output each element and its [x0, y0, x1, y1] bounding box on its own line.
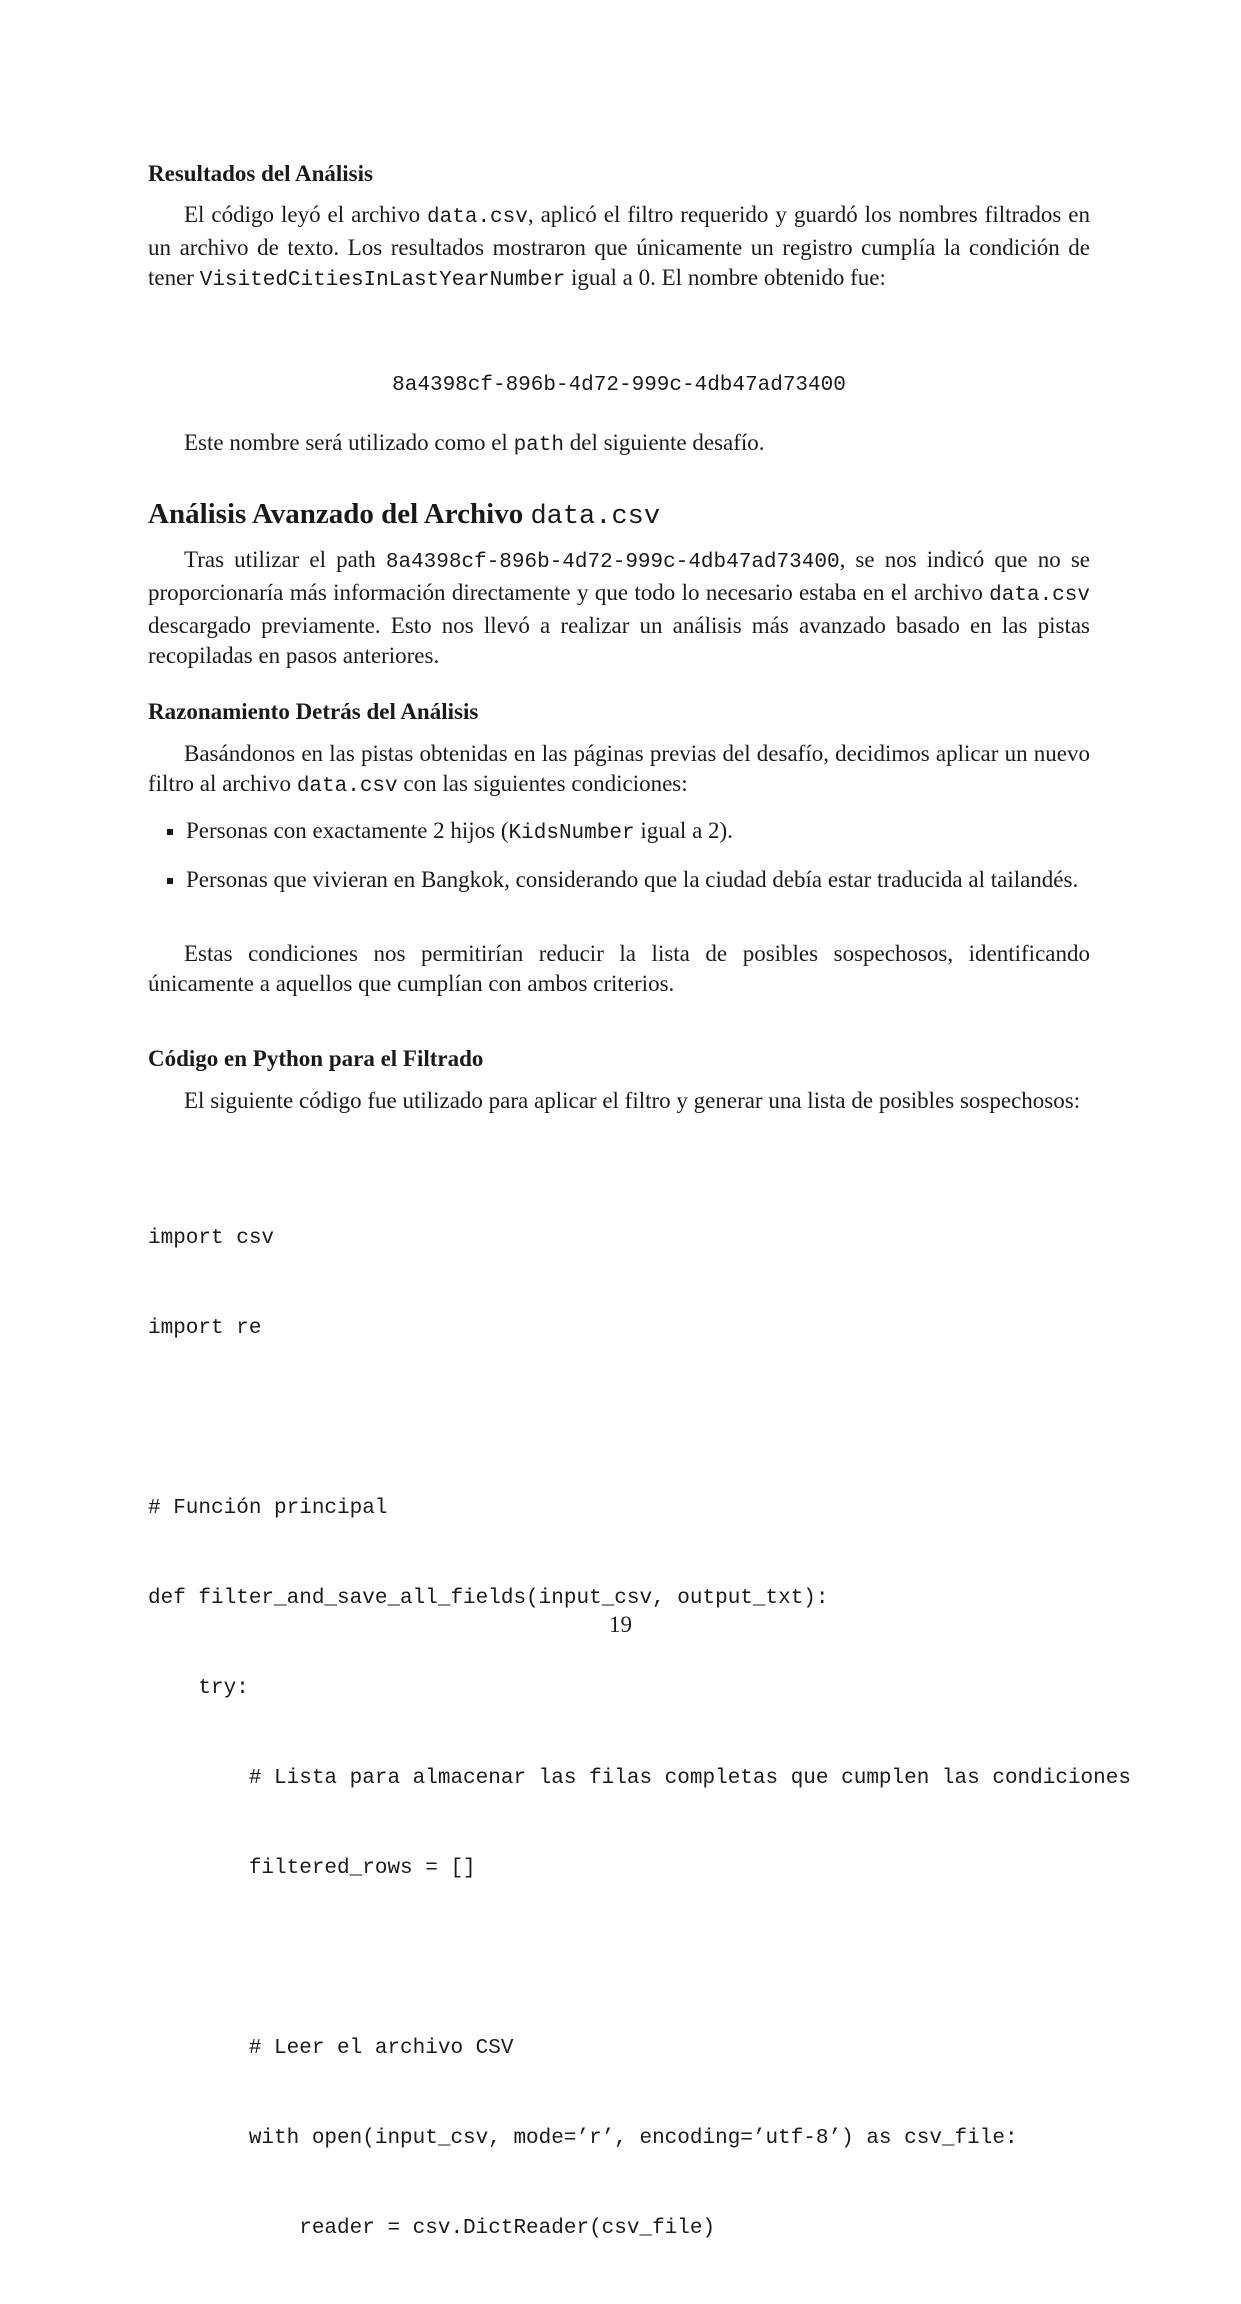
code-line: [148, 1944, 1131, 1974]
section-heading-codigo: Código en Python para el Filtrado: [148, 1046, 484, 1071]
inline-code: VisitedCitiesInLastYearNumber: [199, 269, 566, 292]
section-heading-avanzado: [148, 496, 1090, 535]
text: igual a 0. El nombre obtenido fue:: [565, 265, 886, 290]
inline-code: data.csv: [427, 206, 528, 229]
code-line: reader = csv.DictReader(csv_file): [148, 2217, 716, 2240]
paragraph-razonamiento: [148, 739, 1090, 802]
text: Personas con exactamente 2 hijos (: [186, 818, 509, 843]
code-line: # Función principal: [148, 1497, 388, 1520]
code-line: import csv: [148, 1227, 275, 1250]
text: igual a 2).: [634, 818, 733, 843]
paragraph-avanzado: [148, 545, 1090, 671]
bullet-icon: [167, 878, 173, 884]
heading-text: Análisis Avanzado del Archivo: [148, 498, 531, 530]
text: , se nos indicó que no se proporcionaría más información directamente y que todo lo necesario estaba en el archivo: [148, 547, 1090, 605]
text: con las siguientes condiciones:: [397, 771, 688, 796]
paragraph-resultados: [148, 200, 1090, 296]
inline-code: data.csv: [296, 775, 398, 798]
code-line: # Lista para almacenar las filas completas que cumplen las condiciones: [148, 1767, 1131, 1790]
code-line: with open(input_csv, mode=’r’, encoding=’utf-8’) as csv_file:: [148, 2127, 1018, 2150]
code-line: [148, 1404, 1131, 1434]
code-line: import re: [148, 1317, 262, 1340]
inline-code: path: [513, 434, 564, 457]
code-line: def filter_and_save_all_fields(input_csv, output_txt):: [148, 1587, 829, 1610]
section-heading-razonamiento: Razonamiento Detrás del Análisis: [148, 699, 479, 724]
list-item-text: [186, 816, 1090, 849]
code-line: # Leer el archivo CSV: [148, 2037, 514, 2060]
text: del siguiente desafío.: [563, 430, 765, 455]
paragraph-codigo-intro: El siguiente código fue utilizado para aplicar el filtro y generar una lista de posibles sospechosos:: [184, 1088, 1081, 1113]
paragraph-path-note: [148, 428, 1090, 461]
text: Basándonos en las pistas obtenidas en las páginas previas del desafío, decidimos aplicar un nuevo filtro al archivo: [148, 741, 1090, 796]
bullet-icon: [167, 829, 173, 835]
inline-code: KidsNumber: [508, 822, 635, 845]
paragraph-conditions-summary: Estas condiciones nos permitirían reducir la lista de posibles sospechosos, identificando únicamente a aquellos que cumplían con ambos criterios.: [148, 941, 1090, 996]
list-item: [186, 816, 1090, 849]
conditions-list: [148, 816, 1090, 916]
list-item-text: Personas que vivieran en Bangkok, considerando que la ciudad debía estar traducida al tailandés.: [186, 867, 1079, 892]
text: Tras utilizar el path: [184, 547, 386, 572]
page-number: 19: [609, 1612, 632, 1637]
code-line: try:: [148, 1677, 249, 1700]
text: Este nombre será utilizado como el: [184, 430, 514, 455]
heading-code: data.csv: [530, 502, 661, 532]
text: , aplicó el filtro requerido y guardó los nombres filtrados en un archivo de texto. Los resultados mostraron que únicamente un registro cumplía la condición de tener: [148, 202, 1090, 290]
code-block: [148, 1164, 1131, 2304]
code-line: filtered_rows = []: [148, 1857, 476, 1880]
text: descargado previamente. Esto nos llevó a realizar un análisis más avanzado basado en las pistas recopiladas en pasos anteriores.: [148, 613, 1090, 668]
text: El código leyó el archivo: [184, 202, 428, 227]
inline-code: data.csv: [989, 584, 1090, 607]
result-name-display: 8a4398cf-896b-4d72-999c-4db47ad73400: [392, 374, 846, 397]
inline-code: 8a4398cf-896b-4d72-999c-4db47ad73400: [385, 551, 840, 574]
section-heading-resultados: Resultados del Análisis: [148, 161, 373, 186]
list-item: [186, 865, 1090, 895]
